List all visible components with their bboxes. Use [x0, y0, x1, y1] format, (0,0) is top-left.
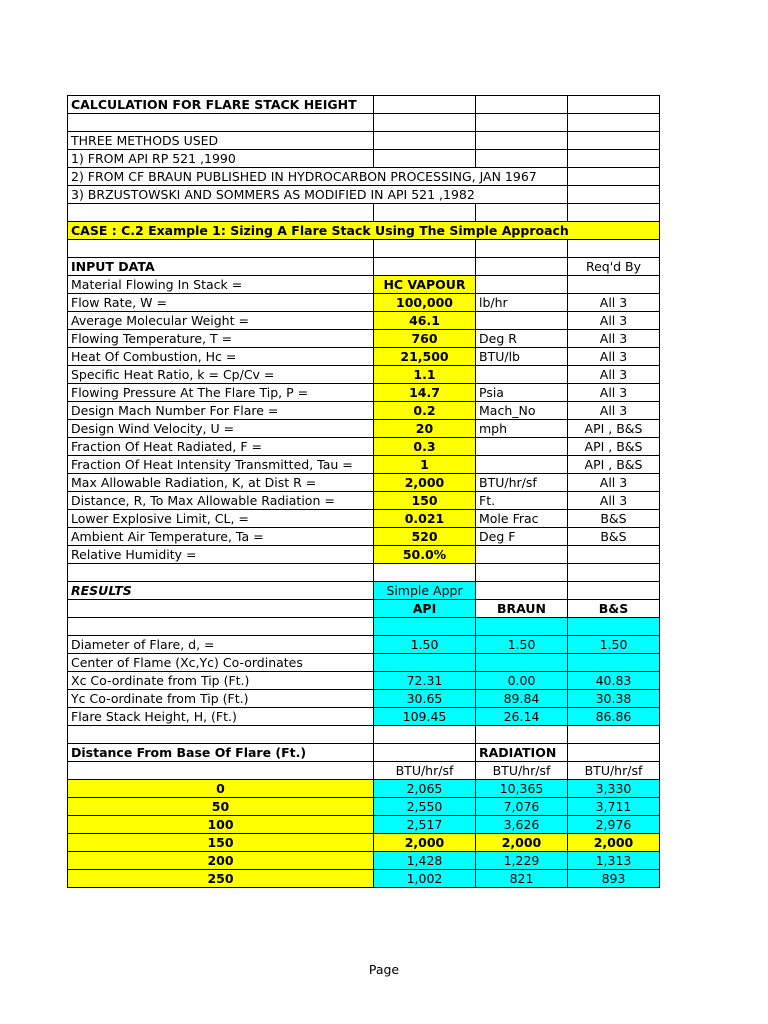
input-row	[68, 330, 660, 348]
distance-value[interactable]: 250	[68, 870, 374, 888]
radiation-value: 893	[568, 870, 660, 888]
radiation-value: 7,076	[476, 798, 568, 816]
input-label: Flow Rate, W =	[68, 294, 374, 312]
input-value[interactable]: 760	[374, 330, 476, 348]
method-1: 1) FROM API RP 521 ,1990	[68, 150, 374, 168]
radiation-value: 1,428	[374, 852, 476, 870]
method-row	[68, 150, 660, 168]
distance-value[interactable]: 200	[68, 852, 374, 870]
input-data-heading: INPUT DATA	[68, 258, 374, 276]
units-row	[68, 762, 660, 780]
input-value[interactable]: 150	[374, 492, 476, 510]
result-value: 89.84	[476, 690, 568, 708]
input-reqd-by	[568, 276, 660, 294]
distance-heading-row	[68, 744, 660, 762]
input-unit: Mole Frac	[476, 510, 568, 528]
input-unit	[476, 546, 568, 564]
sheet-title: CALCULATION FOR FLARE STACK HEIGHT	[68, 96, 374, 114]
result-value	[476, 654, 568, 672]
blank-row	[68, 114, 660, 132]
radiation-value: 10,365	[476, 780, 568, 798]
flare-stack-spreadsheet	[67, 95, 660, 888]
result-row	[68, 636, 660, 654]
input-value[interactable]: 20	[374, 420, 476, 438]
input-unit: BTU/hr/sf	[476, 474, 568, 492]
result-value: 72.31	[374, 672, 476, 690]
input-unit	[476, 438, 568, 456]
methods-heading-row	[68, 132, 660, 150]
page-footer: Page	[368, 962, 400, 977]
input-label: Average Molecular Weight =	[68, 312, 374, 330]
distance-heading: Distance From Base Of Flare (Ft.)	[68, 744, 374, 762]
input-label: Heat Of Combustion, Hc =	[68, 348, 374, 366]
input-reqd-by	[568, 546, 660, 564]
input-row	[68, 402, 660, 420]
input-unit: lb/hr	[476, 294, 568, 312]
results-heading: RESULTS	[68, 582, 374, 600]
input-reqd-by: B&S	[568, 528, 660, 546]
input-reqd-by: All 3	[568, 294, 660, 312]
input-value[interactable]: 50.0%	[374, 546, 476, 564]
distance-value[interactable]: 0	[68, 780, 374, 798]
result-value: 30.38	[568, 690, 660, 708]
input-row	[68, 294, 660, 312]
method-row	[68, 186, 660, 204]
result-value: 1.50	[374, 636, 476, 654]
result-label: Xc Co-ordinate from Tip (Ft.)	[68, 672, 374, 690]
input-reqd-by: API , B&S	[568, 438, 660, 456]
input-reqd-by: All 3	[568, 348, 660, 366]
radiation-value: 2,000	[374, 834, 476, 852]
distance-row	[68, 816, 660, 834]
unit-braun: BTU/hr/sf	[476, 762, 568, 780]
radiation-value: 2,000	[476, 834, 568, 852]
radiation-value: 3,711	[568, 798, 660, 816]
input-heading-row	[68, 258, 660, 276]
radiation-value: 3,330	[568, 780, 660, 798]
input-unit: mph	[476, 420, 568, 438]
input-unit: Psia	[476, 384, 568, 402]
input-value[interactable]: 21,500	[374, 348, 476, 366]
input-reqd-by: All 3	[568, 330, 660, 348]
input-row	[68, 348, 660, 366]
input-row	[68, 510, 660, 528]
distance-row	[68, 780, 660, 798]
result-label: Diameter of Flare, d, =	[68, 636, 374, 654]
title-row	[68, 96, 660, 114]
input-row	[68, 528, 660, 546]
blank-row	[68, 618, 660, 636]
input-label: Ambient Air Temperature, Ta =	[68, 528, 374, 546]
input-unit: Mach_No	[476, 402, 568, 420]
blank-row	[68, 240, 660, 258]
input-row	[68, 384, 660, 402]
radiation-value: 2,550	[374, 798, 476, 816]
input-row	[68, 276, 660, 294]
input-unit: BTU/lb	[476, 348, 568, 366]
input-value[interactable]: 520	[374, 528, 476, 546]
blank-row	[68, 726, 660, 744]
result-value	[568, 654, 660, 672]
input-unit	[476, 276, 568, 294]
distance-row	[68, 798, 660, 816]
input-row	[68, 474, 660, 492]
simple-approach-label: Simple Appr	[374, 582, 476, 600]
result-value: 86.86	[568, 708, 660, 726]
input-value[interactable]: 2,000	[374, 474, 476, 492]
radiation-heading: RADIATION	[476, 744, 568, 762]
input-value[interactable]: HC VAPOUR	[374, 276, 476, 294]
col-braun: BRAUN	[476, 600, 568, 618]
input-value[interactable]: 1.1	[374, 366, 476, 384]
unit-api: BTU/hr/sf	[374, 762, 476, 780]
input-label: Lower Explosive Limit, CL, =	[68, 510, 374, 528]
radiation-value: 2,517	[374, 816, 476, 834]
unit-bs: BTU/hr/sf	[568, 762, 660, 780]
input-row	[68, 438, 660, 456]
radiation-value: 1,229	[476, 852, 568, 870]
results-heading-row	[68, 582, 660, 600]
result-value: 40.83	[568, 672, 660, 690]
distance-row	[68, 870, 660, 888]
input-unit	[476, 456, 568, 474]
result-value: 0.00	[476, 672, 568, 690]
input-row	[68, 456, 660, 474]
method-row	[68, 168, 660, 186]
input-label: Material Flowing In Stack =	[68, 276, 374, 294]
result-label: Yc Co-ordinate from Tip (Ft.)	[68, 690, 374, 708]
result-row	[68, 672, 660, 690]
col-bs: B&S	[568, 600, 660, 618]
input-value[interactable]: 100,000	[374, 294, 476, 312]
input-reqd-by: All 3	[568, 492, 660, 510]
input-reqd-by: API , B&S	[568, 456, 660, 474]
distance-row	[68, 852, 660, 870]
method-3: 3) BRZUSTOWSKI AND SOMMERS AS MODIFIED IN API 521 ,1982	[68, 186, 568, 204]
input-value[interactable]: 1	[374, 456, 476, 474]
result-value: 109.45	[374, 708, 476, 726]
radiation-value: 2,976	[568, 816, 660, 834]
input-label: Design Wind Velocity, U =	[68, 420, 374, 438]
result-value: 30.65	[374, 690, 476, 708]
case-row	[68, 222, 660, 240]
input-label: Relative Humidity =	[68, 546, 374, 564]
radiation-value: 821	[476, 870, 568, 888]
input-label: Flowing Temperature, T =	[68, 330, 374, 348]
radiation-value: 3,626	[476, 816, 568, 834]
input-label: Distance, R, To Max Allowable Radiation =	[68, 492, 374, 510]
input-reqd-by: API , B&S	[568, 420, 660, 438]
input-unit	[476, 312, 568, 330]
input-unit: Deg R	[476, 330, 568, 348]
distance-value[interactable]: 50	[68, 798, 374, 816]
input-reqd-by: All 3	[568, 312, 660, 330]
radiation-value: 1,313	[568, 852, 660, 870]
blank-row	[68, 204, 660, 222]
input-row	[68, 366, 660, 384]
result-row	[68, 708, 660, 726]
input-value[interactable]: 0.3	[374, 438, 476, 456]
result-label: Flare Stack Height, H, (Ft.)	[68, 708, 374, 726]
radiation-value: 1,002	[374, 870, 476, 888]
method-2: 2) FROM CF BRAUN PUBLISHED IN HYDROCARBON PROCESSING, JAN 1967	[68, 168, 568, 186]
input-unit: Ft.	[476, 492, 568, 510]
result-value: 26.14	[476, 708, 568, 726]
input-row	[68, 312, 660, 330]
col-api: API	[374, 600, 476, 618]
input-value[interactable]: 46.1	[374, 312, 476, 330]
methods-heading: THREE METHODS USED	[68, 132, 374, 150]
result-value: 1.50	[476, 636, 568, 654]
input-value[interactable]: 0.2	[374, 402, 476, 420]
result-value	[374, 654, 476, 672]
input-reqd-by: All 3	[568, 402, 660, 420]
input-reqd-by: B&S	[568, 510, 660, 528]
result-value: 1.50	[568, 636, 660, 654]
input-row	[68, 546, 660, 564]
input-label: Flowing Pressure At The Flare Tip, P =	[68, 384, 374, 402]
input-row	[68, 492, 660, 510]
blank-row	[68, 564, 660, 582]
input-reqd-by: All 3	[568, 474, 660, 492]
input-reqd-by: All 3	[568, 384, 660, 402]
result-label: Center of Flame (Xc,Yc) Co-ordinates	[68, 654, 374, 672]
input-label: Specific Heat Ratio, k = Cp/Cv =	[68, 366, 374, 384]
input-value[interactable]: 0.021	[374, 510, 476, 528]
input-label: Design Mach Number For Flare =	[68, 402, 374, 420]
result-row	[68, 690, 660, 708]
input-row	[68, 420, 660, 438]
result-row	[68, 654, 660, 672]
reqd-by-heading: Req'd By	[568, 258, 660, 276]
input-label: Max Allowable Radiation, K, at Dist R =	[68, 474, 374, 492]
results-columns-row	[68, 600, 660, 618]
radiation-value: 2,000	[568, 834, 660, 852]
case-title: CASE : C.2 Example 1: Sizing A Flare Stack Using The Simple Approach	[68, 222, 660, 240]
input-label: Fraction Of Heat Intensity Transmitted, Tau =	[68, 456, 374, 474]
input-unit: Deg F	[476, 528, 568, 546]
input-unit	[476, 366, 568, 384]
input-value[interactable]: 14.7	[374, 384, 476, 402]
radiation-value: 2,065	[374, 780, 476, 798]
input-reqd-by: All 3	[568, 366, 660, 384]
distance-value[interactable]: 100	[68, 816, 374, 834]
distance-value[interactable]: 150	[68, 834, 374, 852]
input-label: Fraction Of Heat Radiated, F =	[68, 438, 374, 456]
distance-row	[68, 834, 660, 852]
